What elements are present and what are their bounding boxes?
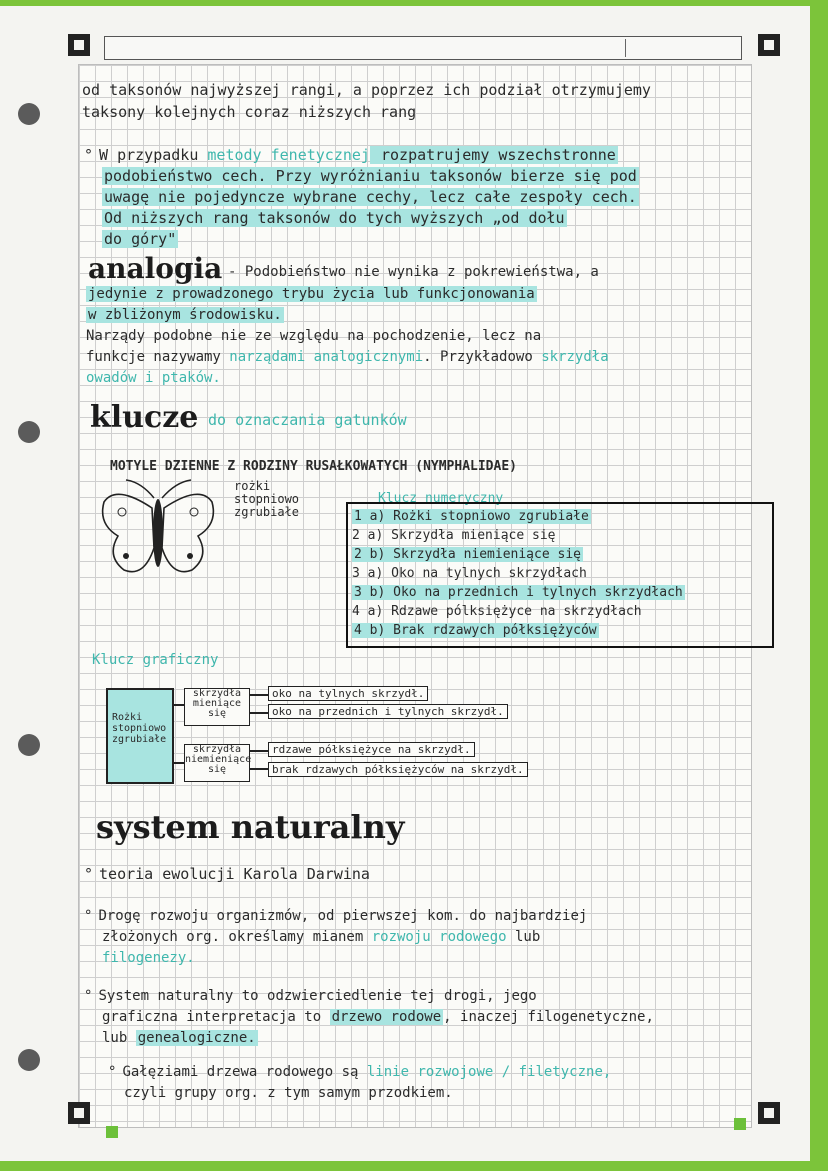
- intro-line: taksony kolejnych coraz niższych rang: [82, 103, 417, 121]
- butterfly-icon: [96, 478, 226, 590]
- binder-hole: [18, 103, 40, 125]
- binder-hole: [18, 421, 40, 443]
- corner-marker-icon: [758, 1102, 780, 1124]
- analogia-line: - Podobieństwo nie wynika z pokrewieństwa, a: [228, 264, 599, 280]
- corner-marker-icon: [758, 34, 780, 56]
- system-bullet: ° teoria ewolucji Karola Darwina: [84, 864, 370, 885]
- graphic-key-root: Rożki stopniowo zgrubiałe: [106, 688, 174, 784]
- analogia-line: Narządy podobne nie ze względu na pochodzenie, lecz na: [86, 328, 542, 344]
- antenna-label: rożki stopniowo zgrubiałe: [234, 479, 300, 519]
- fenetic-line: ° W przypadku metody fenetycznej rozpatrujemy wszechstronne: [84, 145, 618, 166]
- system-bullet: ° Gałęziami drzewa rodowego są linie rozwojowe / filetyczne,: [108, 1062, 611, 1083]
- system-bullet: ° System naturalny to odzwierciedlenie tej drogi, jego: [84, 986, 537, 1007]
- system-line: graficzna interpretacja to drzewo rodowe , inaczej filogenetyczne,: [102, 1009, 654, 1025]
- numeric-key-line: 4 b) Brak rdzawych półksiężyców: [354, 623, 597, 638]
- numeric-key-line: 3 b) Oko na przednich i tylnych skrzydłach: [354, 585, 683, 600]
- binder-hole: [18, 734, 40, 756]
- graphic-key-leaf: oko na przednich i tylnych skrzydł.: [268, 704, 508, 719]
- green-top-border: [0, 0, 828, 6]
- klucze-subheading: do oznaczania gatunków: [208, 411, 407, 429]
- fenetic-line: do góry": [104, 230, 177, 248]
- corner-marker-icon: [68, 34, 90, 56]
- green-bottom-border: [0, 1161, 828, 1171]
- fenetic-line: podobieństwo cech. Przy wyróżnianiu taksonów bierze się pod: [104, 167, 637, 185]
- green-square-icon: [734, 1118, 746, 1130]
- corner-marker-icon: [68, 1102, 90, 1124]
- numeric-key-line: 3 a) Oko na tylnych skrzydłach: [352, 566, 587, 581]
- numeric-key-line: 4 a) Rdzawe pólksiężyce na skrzydłach: [352, 604, 642, 619]
- system-heading: system naturalny: [96, 808, 405, 846]
- numeric-key-line: 2 a) Skrzydła mieniące się: [352, 528, 556, 543]
- system-line: lub genealogiczne.: [102, 1030, 256, 1046]
- graphic-key-leaf: oko na tylnych skrzydł.: [268, 686, 428, 701]
- klucze-heading: klucze: [90, 400, 199, 435]
- analogia-line: funkcje nazywamy narządami analogicznymi. Przykładowo skrzydła: [86, 349, 609, 365]
- numeric-key-title: Klucz numeryczny: [378, 491, 504, 506]
- butterfly-family-title: MOTYLE DZIENNE Z RODZINY RUSAŁKOWATYCH (NYMPHALIDAE): [110, 459, 517, 474]
- graphic-key-leaf: rdzawe półksiężyce na skrzydł.: [268, 742, 475, 757]
- analogia-line: w zbliżonym środowisku.: [88, 307, 282, 323]
- graphic-key-title: Klucz graficzny: [92, 652, 219, 668]
- graphic-key-branch: skrzydła niemieniące się: [184, 744, 250, 782]
- intro-line: od taksonów najwyższej rangi, a poprzez ich podział otrzymujemy: [82, 81, 651, 99]
- binder-hole: [18, 1049, 40, 1071]
- system-line: filogenezy.: [102, 950, 195, 966]
- analogia-line: owadów i ptaków.: [86, 370, 221, 386]
- header-box: [104, 36, 742, 60]
- fenetic-line: Od niższych rang taksonów do tych wyższych „od dołu: [104, 209, 565, 227]
- analogia-heading: analogia: [88, 252, 223, 285]
- analogia-line: jedynie z prowadzonego trybu życia lub funkcjonowania: [88, 286, 535, 302]
- graphic-key-leaf: brak rdzawych półksiężyców na skrzydł.: [268, 762, 528, 777]
- green-right-border: [810, 0, 828, 1171]
- fenetic-line: uwagę nie pojedyncze wybrane cechy, lecz całe zespoły cech.: [104, 188, 637, 206]
- graphic-key-branch: skrzydła mieniące się: [184, 688, 250, 726]
- green-square-icon: [106, 1126, 118, 1138]
- system-bullet: ° Drogę rozwoju organizmów, od pierwszej kom. do najbardziej: [84, 906, 587, 927]
- numeric-key-line: 2 b) Skrzydła niemieniące się: [354, 547, 581, 562]
- system-line: czyli grupy org. z tym samym przodkiem.: [124, 1085, 453, 1101]
- system-line: złożonych org. określamy mianem rozwoju rodowego lub: [102, 929, 541, 945]
- numeric-key-line: 1 a) Rożki stopniowo zgrubiałe: [354, 509, 589, 524]
